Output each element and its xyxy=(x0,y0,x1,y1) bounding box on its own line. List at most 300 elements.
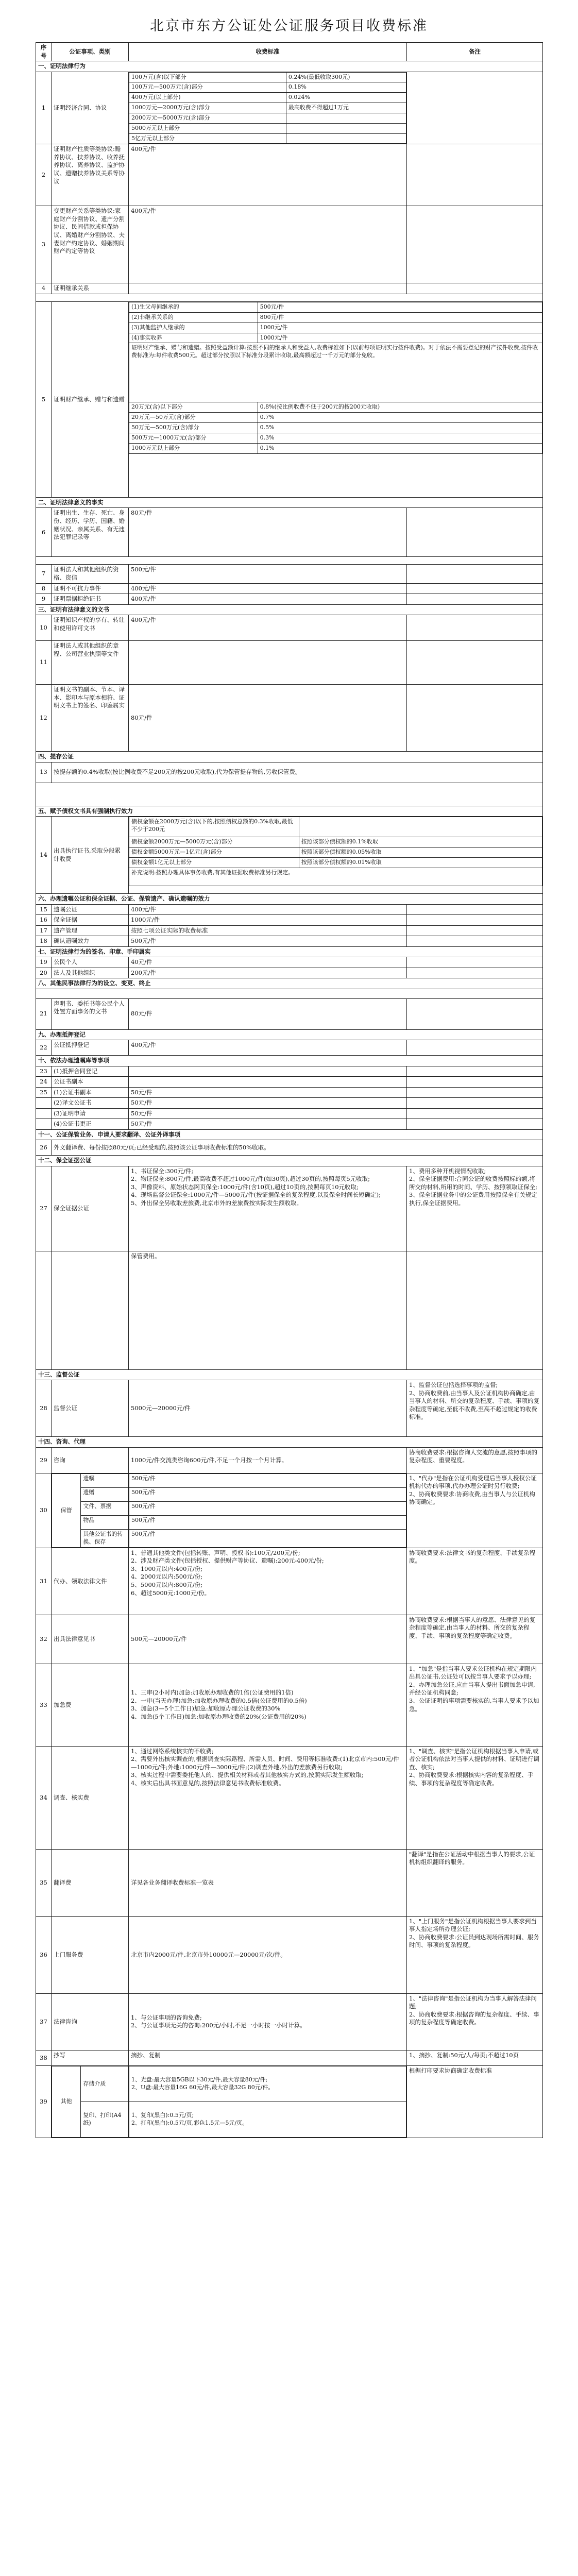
row-item: 证明文书的副本、节本、译本、影印本与原本相符、证明文书上的签名、印鉴属实 xyxy=(52,685,129,752)
row-no xyxy=(36,1119,52,1130)
row-no: 39 xyxy=(36,2065,52,2138)
row-no: 32 xyxy=(36,1615,52,1664)
section-title: 十、依法办理遗嘱库等事项 xyxy=(36,1056,543,1066)
row-fee: 1000元/件交流类咨询600元/件,不足一个月按一个月计算。 xyxy=(129,1447,407,1473)
sub-label: 复印、打印(A4纸) xyxy=(81,2102,128,2137)
row-note xyxy=(407,1066,543,1077)
row-note: 1、"调查、核实"是指公证机构根据当事人申请,或者公证机构依法对当事人提供的材料、证明进行调查、核实; 2、协商收费要求:根据核实内容的复杂程度、手续、事项的复杂程度等确定收费。 xyxy=(407,1746,543,1849)
row-no: 24 xyxy=(36,1077,52,1088)
row-item: 公证抵押登记 xyxy=(52,1040,129,1056)
header-item: 公证事项、类别 xyxy=(52,43,129,61)
row-no: 23 xyxy=(36,1066,52,1077)
row-fee xyxy=(129,641,407,685)
tier-range: 5000万元以上部分 xyxy=(129,123,286,133)
sub-label: 遗嘱 xyxy=(81,1473,128,1487)
row-fee xyxy=(129,283,407,294)
storage-item-subtable xyxy=(52,1473,129,1548)
row-item: 其他 xyxy=(52,2066,81,2137)
row-item: 变更财产关系等类协议:家庭财产分割协议、遗产分割协议、民间借款或担保协议、离婚财产分割协议、夫妻财产约定协议、婚姻期间财产约定等协议 xyxy=(52,206,129,283)
row-no: 11 xyxy=(36,641,52,685)
table-row xyxy=(36,615,543,641)
table-header-row xyxy=(36,43,543,61)
row-note xyxy=(407,641,543,685)
row-item: 保全证据公证 xyxy=(52,1166,129,1251)
section-row xyxy=(36,978,543,989)
row-item: 公证书副本 xyxy=(52,1077,129,1088)
row-note xyxy=(407,283,543,294)
row-item: 证明知识产权的享有、转让和使用许可文书 xyxy=(52,615,129,641)
row-note xyxy=(407,1040,543,1056)
tier-range: 债权金额2000万元—5000万元(含)部分 xyxy=(129,837,299,848)
row-note xyxy=(407,1077,543,1088)
row-item: (1)抵押合同登记 xyxy=(52,1066,129,1077)
table-row xyxy=(36,1746,543,1849)
row-fee: 40元/件 xyxy=(129,957,407,968)
row-note: 1、费用多种开机视情况收取; 2、保全证据费用:合同公证的收费按照标的额,将所交的材料,所用的时间、学历、按照领取证保全; 3、保全证据业务中的公证费用按照保全有关规定执行,保全证据费用。 xyxy=(407,1166,543,1251)
sub-label: (3)其他监护人继承的 xyxy=(129,323,258,333)
row-no: 2 xyxy=(36,144,52,206)
row-note xyxy=(407,1251,543,1369)
table-row xyxy=(36,565,543,583)
table-row xyxy=(36,1615,543,1664)
row-note xyxy=(407,1098,543,1109)
section-row xyxy=(36,1129,543,1140)
table-row xyxy=(36,1993,543,2050)
tier-rate: 0.1% xyxy=(258,443,542,453)
tier-rate: 0.5% xyxy=(258,423,542,433)
tier-rate: 按照该部分债权额的0.1%收取 xyxy=(299,837,542,848)
row-item: 证明财产继承、赠与和遗赠 xyxy=(52,301,129,497)
table-row xyxy=(36,1140,543,1156)
row-note xyxy=(407,685,543,752)
row-no: 19 xyxy=(36,957,52,968)
tier-rate: 0.8%(按比例收费不低于200元的按200元收取) xyxy=(258,402,542,413)
spacer-row xyxy=(36,294,543,301)
tier-range: 500万元—1000万元(含)部分 xyxy=(129,433,258,443)
sub-fee: 1000元/件 xyxy=(258,323,542,333)
tier-range: 5亿万元以上部分 xyxy=(129,133,286,144)
row-no: 15 xyxy=(36,904,52,915)
section-title: 九、办理抵押登记 xyxy=(36,1029,543,1040)
tier-rate xyxy=(286,133,406,144)
spacer-row xyxy=(36,989,543,998)
row-no: 33 xyxy=(36,1664,52,1746)
row-item: 确认遗嘱效力 xyxy=(52,936,129,947)
row-fee: 500元—20000元/件 xyxy=(129,1615,407,1664)
table-row xyxy=(36,1098,543,1109)
section-title: 五、赋予债权文书具有强制执行效力 xyxy=(36,806,543,817)
section-title: 十二、保全证据公证 xyxy=(36,1156,543,1166)
table-row xyxy=(36,762,543,783)
table-row xyxy=(36,904,543,915)
row-item xyxy=(52,1251,129,1369)
tier-rate xyxy=(286,123,406,133)
row-no: 20 xyxy=(36,968,52,978)
table-row xyxy=(36,2050,543,2065)
section-title: 四、提存公证 xyxy=(36,752,543,762)
sub-label: 存储介质 xyxy=(81,2066,128,2102)
row-note xyxy=(407,968,543,978)
row-fee: 50元/件 xyxy=(129,1108,407,1119)
row-fee: 详见各业务翻译收费标准一览表 xyxy=(129,1849,407,1916)
row-item: (2)译文公证书 xyxy=(52,1098,129,1109)
row-note xyxy=(407,957,543,968)
enforcement-extra: 补充说明:按照办理具体事务收费,有其他证据收费标准另行规定。 xyxy=(129,868,542,886)
row-no: 5 xyxy=(36,301,52,497)
tier-rate xyxy=(299,817,542,837)
row-item: 代办、领取法律文件 xyxy=(52,1548,129,1615)
table-row xyxy=(36,206,543,283)
row-note: 1、"法律咨询"是指公证机构为当事人解答法律问题; 2、协商收费要求:根据咨询的复杂程度、手续、事项的复杂程度等确定收费。 xyxy=(407,1993,543,2050)
table-row xyxy=(36,1473,543,1548)
row-note: 1、"代办"是指在公证机构受理后当事人授权公证机构代办的事项,代办办理公证时另行收费; 2、协商收费要求:协商收费,由当事人与公证机构协商确定。 xyxy=(407,1473,543,1548)
row-fee: 1、与公证事项的咨询免费; 2、与公证事项无关的咨询:200元/小时,不足一小时按一小时计算。 xyxy=(129,1993,407,2050)
row-fee: 80元/件 xyxy=(129,508,407,557)
row-no: 17 xyxy=(36,925,52,936)
row-item: 证明法人或其他组织的章程、公司营业执照等文件 xyxy=(52,641,129,685)
row-note: 协商收费要求:法律文书的复杂程度、手续复杂程度。 xyxy=(407,1548,543,1615)
row-fee: 400元/件 xyxy=(129,904,407,915)
row-fee: 1、通过网络系统核实的不收费; 2、需要外出核实调查的,根据调查实际路程、所需人员、时间、费用等标准收费:(1)北京市内:500元/件—1000元/件;外地:1000元/件—3000元/件;(2)调查外地,外出的差旅费另行收取; 3、核实过程中需要委托他人的、提供相关材料或者其他核实方式的,按照实际发生额收取; 4、核实后出具书面意见的,按照法律意见书收费标准收费。 xyxy=(129,1746,407,1849)
section-title: 二、证明法律意义的事实 xyxy=(36,497,543,508)
row-item: (4)公证书更正 xyxy=(52,1119,129,1130)
tier-rate: 0.18% xyxy=(286,82,406,93)
row-no: 10 xyxy=(36,615,52,641)
row-note: 根据打印要求协商确定收费标准 xyxy=(407,2065,543,2138)
spacer-row xyxy=(36,783,543,806)
section-title: 七、证明法律行为的签名、印章、手印属实 xyxy=(36,946,543,957)
tier-range: 400万元(以上部分) xyxy=(129,93,286,103)
table-row xyxy=(36,283,543,294)
table-row xyxy=(36,72,543,144)
row-item: 证明继承关系 xyxy=(52,283,129,294)
table-row xyxy=(36,817,543,894)
row-no: 30 xyxy=(36,1473,52,1548)
row-no: 31 xyxy=(36,1548,52,1615)
row-item: 保全证据 xyxy=(52,915,129,926)
sub-label: 文件、票据 xyxy=(81,1501,128,1515)
table-row xyxy=(36,1447,543,1473)
sub-fee: 500元/件 xyxy=(129,1473,406,1487)
row-item: (1)公证书副本 xyxy=(52,1087,129,1098)
row-fee: 按提存额的0.4%收取(按比例收费不足200元的按200元收取),代为保管提存物的,另收保管费。 xyxy=(52,762,543,783)
row-note: 1、"上门服务"是指公证机构根据当事人要求到当事人指定场所办理公证; 2、协商收费要求:公证员到达现场所需时间、服务时间、事项的复杂程度。 xyxy=(407,1916,543,1993)
row-fee: 80元/件 xyxy=(129,998,407,1029)
row-item: 证明出生、生存、死亡、身份、经历、学历、国籍、婚姻状况、亲属关系、有无违法犯罪记录等 xyxy=(52,508,129,557)
row-fee: 80元/件 xyxy=(129,685,407,752)
section-title: 三、证明有法律意义的文书 xyxy=(36,604,543,615)
row-note xyxy=(407,1119,543,1130)
section-row xyxy=(36,1369,543,1380)
row-item: 加急费 xyxy=(52,1664,129,1746)
row-no: 18 xyxy=(36,936,52,947)
section-row xyxy=(36,894,543,905)
row-no: 4 xyxy=(36,283,52,294)
row-item: 监督公证 xyxy=(52,1380,129,1437)
tier-rate: 0.024% xyxy=(286,93,406,103)
row-fee: 400元/件 xyxy=(129,144,407,206)
row-note: 1、摘抄、复制:50元/人/每页;不超过10页 xyxy=(407,2050,543,2065)
tier-range: 2000万元—5000万元(含)部分 xyxy=(129,113,286,123)
sub-fee: 500元/件 xyxy=(129,1529,406,1547)
fee-table xyxy=(36,42,543,2138)
row-fee: 400元/件 xyxy=(129,594,407,605)
table-row xyxy=(36,1040,543,1056)
row-note xyxy=(407,925,543,936)
row-item: 调查、核实费 xyxy=(52,1746,129,1849)
section-row xyxy=(36,1029,543,1040)
table-row xyxy=(36,583,543,594)
row-item: 证明票据拒绝证书 xyxy=(52,594,129,605)
row-item: 证明经济合同、协议 xyxy=(52,72,129,144)
row-fee: 500元/件 xyxy=(129,565,407,583)
section-row xyxy=(36,604,543,615)
section-row xyxy=(36,1437,543,1448)
table-row xyxy=(36,144,543,206)
section-row xyxy=(36,497,543,508)
row-note xyxy=(407,594,543,605)
tier-range: 50万元—500万元(含)部分 xyxy=(129,423,258,433)
table-row xyxy=(36,1664,543,1746)
row-no xyxy=(36,1251,52,1369)
row-note xyxy=(407,565,543,583)
row-no: 34 xyxy=(36,1746,52,1849)
row-item: 声明书、委托书等公民个人处置方面事务的文书 xyxy=(52,998,129,1029)
table-row xyxy=(36,1119,543,1130)
row-no: 22 xyxy=(36,1040,52,1056)
tier-subtable xyxy=(129,72,407,144)
sub-fee: 800元/件 xyxy=(258,312,542,323)
table-row xyxy=(36,685,543,752)
table-row xyxy=(36,1916,543,1993)
sub-label: (2)非继承关系的 xyxy=(129,312,258,323)
row-fee: 50元/件 xyxy=(129,1119,407,1130)
row-item: 上门服务费 xyxy=(52,1916,129,1993)
row-no: 8 xyxy=(36,583,52,594)
row-note xyxy=(407,508,543,557)
row-no: 26 xyxy=(36,1140,52,1156)
row-note xyxy=(407,583,543,594)
row-fee: 1、普通其他类文件(包括转账、声明、授权书):100元/200元/份; 2、涉及财产类文件(包括授权、提供财产等协议、遗嘱):200元-400元/份; 3、1000元以内:400元/份; 4、2000元以内:500元/份; 5、5000元以内:800元/份; 6、超过5000元:1000元/份。 xyxy=(129,1548,407,1615)
row-note xyxy=(407,206,543,283)
table-row xyxy=(36,1548,543,1615)
sub-label: 其他公证书的转换、保存 xyxy=(81,1529,128,1547)
sub-label: (1)生父母间继承的 xyxy=(129,302,258,312)
row-item: 遗产管理 xyxy=(52,925,129,936)
row-fee xyxy=(129,1066,407,1077)
spacer-row xyxy=(36,557,543,565)
row-note xyxy=(407,904,543,915)
tier-range: 1000万元—2000万元(含)部分 xyxy=(129,103,286,113)
row-fee: 50元/件 xyxy=(129,1087,407,1098)
section-title: 一、证明法律行为 xyxy=(36,61,543,72)
row-item: 咨询 xyxy=(52,1447,129,1473)
row-fee: 1、三审(2小时内)加急:加收原办理收费的1倍(公证费用的1倍) 2、一审(当天办理)加急:加收原办理收费的0.5倍(公证费用的0.5倍) 3、加急(3—5个工作日)加急:加收原办理公证收费的30% 4、加急(5个工作日)加急:加收原办理收费的20%(公证费用的20%) xyxy=(129,1664,407,1746)
tier-range: 100万元—500万元(含)部分 xyxy=(129,82,286,93)
row-fee: 200元/件 xyxy=(129,968,407,978)
row-fee: 5000元—20000元/件 xyxy=(129,1380,407,1437)
table-row xyxy=(36,925,543,936)
tier-rate: 最高收费不得超过1万元 xyxy=(286,103,406,113)
tier-range: 1000万元以上部分 xyxy=(129,443,258,453)
section-row xyxy=(36,61,543,72)
tier-rate: 0.3% xyxy=(258,433,542,443)
row-fee: 北京市内2000元/件,北京市外10000元—20000元/次/件。 xyxy=(129,1916,407,1993)
section-title: 十一、公证保管业务、申请人要求翻译、公证外译事项 xyxy=(36,1129,543,1140)
tier-range: 债权金额1亿元以上部分 xyxy=(129,857,299,868)
tier-rate: 按照该部分债权额的0.05%收取 xyxy=(299,847,542,857)
row-item: 法人及其他组织 xyxy=(52,968,129,978)
row-fee: 1000元/件 xyxy=(129,915,407,926)
row-item: 证明不可抗力事件 xyxy=(52,583,129,594)
table-row xyxy=(36,968,543,978)
row-note xyxy=(407,1108,543,1119)
other-fee-subtable xyxy=(129,2065,407,2138)
tier-range: 20万元(含)以下部分 xyxy=(129,402,258,413)
inheritance-description: 证明财产继承、赠与和遗赠。按照受益额计算:按照不同的继承人和受益人,收费标准如下(以前每项证明实行按件收费)。对于依法不需要登记的财产按件收费,按件收费标准为:每件收费500元。超过部分按照以下标准分段累计收取,最高额超过一千万元的部分免收。 xyxy=(129,343,542,402)
row-no xyxy=(36,1108,52,1119)
row-item: 抄写 xyxy=(52,2050,129,2065)
sub-label: 遗赠 xyxy=(81,1487,128,1501)
row-fee: 50元/件 xyxy=(129,1098,407,1109)
row-fee: 400元/件 xyxy=(129,206,407,283)
row-note xyxy=(407,144,543,206)
section-row xyxy=(36,752,543,762)
row-note xyxy=(407,72,543,144)
tier-rate: 0.24%(最低收取300元) xyxy=(286,72,406,82)
row-item: 翻译费 xyxy=(52,1849,129,1916)
row-fee: 按照七项公证实际的收费标准 xyxy=(129,925,407,936)
tier-range: 债权金额在2000万元(含)以下的,按照债权总额的0.3%收取,最低不少于200元 xyxy=(129,817,299,837)
enforcement-subtable xyxy=(129,817,543,894)
sub-fee: 1、光盘:最大容量5GB以下30元/件,最大容量80元/件; 2、U盘:最大容量16G 60元/件,最大容量32G 80元/件。 xyxy=(129,2066,406,2102)
table-row xyxy=(36,2065,543,2138)
tier-range: 100万元(含)以下部分 xyxy=(129,72,286,82)
table-row xyxy=(36,508,543,557)
row-no: 21 xyxy=(36,998,52,1029)
sub-fee: 500元/件 xyxy=(129,1487,406,1501)
sub-fee: 1000元/件 xyxy=(258,333,542,343)
row-no: 36 xyxy=(36,1916,52,1993)
row-no: 13 xyxy=(36,762,52,783)
sub-fee: 500元/件 xyxy=(129,1515,406,1529)
row-fee: 400元/件 xyxy=(129,583,407,594)
row-no: 6 xyxy=(36,508,52,557)
row-no: 3 xyxy=(36,206,52,283)
section-row xyxy=(36,1056,543,1066)
sub-label: (4)事实收养 xyxy=(129,333,258,343)
table-row xyxy=(36,301,543,497)
table-row xyxy=(36,1077,543,1088)
section-row xyxy=(36,946,543,957)
row-no: 29 xyxy=(36,1447,52,1473)
tier-range: 20万元—50万元(含)部分 xyxy=(129,413,258,423)
tier-rate xyxy=(286,113,406,123)
tier-rate: 0.7% xyxy=(258,413,542,423)
row-fee xyxy=(129,1077,407,1088)
row-note xyxy=(407,915,543,926)
row-item: 保管 xyxy=(52,1473,81,1547)
storage-fee-subtable xyxy=(129,1473,407,1548)
row-note xyxy=(407,615,543,641)
row-no: 37 xyxy=(36,1993,52,2050)
section-row xyxy=(36,806,543,817)
row-no: 38 xyxy=(36,2050,52,2065)
table-row xyxy=(36,1066,543,1077)
row-item: 公民个人 xyxy=(52,957,129,968)
table-row xyxy=(36,1108,543,1119)
row-item: 证明财产性质等类协议:赡养协议、扶养协议、收养抚养协议、离养协议、监护协议、遗赠扶养协议关系等协议 xyxy=(52,144,129,206)
tier-rate: 按照该部分债权额的0.01%收取 xyxy=(299,857,542,868)
table-row xyxy=(36,641,543,685)
table-row xyxy=(36,1849,543,1916)
inheritance-subtable xyxy=(129,301,543,497)
row-item: 出具执行证书,采取分段累计收费 xyxy=(52,817,129,894)
row-no: 25 xyxy=(36,1087,52,1098)
document-title: 北京市东方公证处公证服务项目收费标准 xyxy=(150,18,428,34)
row-no: 1 xyxy=(36,72,52,144)
row-item: 遗嘱公证 xyxy=(52,904,129,915)
header-no: 序号 xyxy=(36,43,52,61)
sub-fee: 1、复印(黑白):0.5元/页; 2、打印(黑白):0.5元/页,彩色1.5元—5元/页。 xyxy=(129,2102,406,2137)
row-no: 12 xyxy=(36,685,52,752)
row-note: "翻译"是指在公证活动中根据当事人的要求,公证机构组织翻译的服务。 xyxy=(407,1849,543,1916)
row-no xyxy=(36,1098,52,1109)
row-fee: 1、书证保全:300元/件; 2、物证保全:800元/件,最高收费不超过1000元/件(如30页),超过30页的,按照每页5元收取; 3、声像资料、原始状态网页保全:1000元/件(含10页),超过10页的,按照每页10元收取; 4、现场监督公证保全:1000元/件—5000元/件(按证据保全的复杂程度,以及保全时间长短确定); 5、外出保全另收取差旅费,北京市外的差旅费按实际发生额收取。 xyxy=(129,1166,407,1251)
header-note: 备注 xyxy=(407,43,543,61)
row-fee: 外文翻译费、每份按照80元/页;已经受理的,按照该公证事项收费标准的50%收取。 xyxy=(52,1140,543,1156)
row-note xyxy=(407,1087,543,1098)
row-note: 协商收费要求:根据咨询人交流的意愿,按照事项的复杂程度、重要程度。 xyxy=(407,1447,543,1473)
row-note: 协商收费要求:根据当事人的意愿、法律意见的复杂程度等确定,由当事人的材料、所交的复杂程度、手续、事项的复杂程度等确定收费。 xyxy=(407,1615,543,1664)
row-item: 证明法人和其他组织的资格、资信 xyxy=(52,565,129,583)
tier-range: 债权金额5000万元—1亿元(含)部分 xyxy=(129,847,299,857)
section-title: 八、其他民事法律行为的设立、变更、终止 xyxy=(36,978,543,989)
row-item: 出具法律意见书 xyxy=(52,1615,129,1664)
row-note: 1、"加急"是指当事人要求公证机构在规定期限内出具公证书,公证处可以按当事人要求予以办理; 2、办理加急公证,应由当事人提出书面加急申请,并经公证机构同意; 3、公证证明的事项需要核实的,当事人要求予以加急。 xyxy=(407,1664,543,1746)
row-item: (3)证明申请 xyxy=(52,1108,129,1119)
sub-label: 物品 xyxy=(81,1515,128,1529)
section-row xyxy=(36,1156,543,1166)
row-fee: 保管费用。 xyxy=(129,1251,407,1369)
section-title: 十三、监督公证 xyxy=(36,1369,543,1380)
row-no: 14 xyxy=(36,817,52,894)
header-fee: 收费标准 xyxy=(129,43,407,61)
section-title: 六、办理遗嘱公证和保全证据、公证、保管遗产、确认遗嘱的效力 xyxy=(36,894,543,905)
sub-fee: 500元/件 xyxy=(129,1501,406,1515)
section-title: 十四、咨询、代理 xyxy=(36,1437,543,1448)
table-row xyxy=(36,915,543,926)
sub-fee: 500元/件 xyxy=(258,302,542,312)
other-item-subtable xyxy=(52,2065,129,2138)
table-row xyxy=(36,1380,543,1437)
table-row xyxy=(36,1087,543,1098)
row-fee: 400元/件 xyxy=(129,615,407,641)
table-row xyxy=(36,957,543,968)
row-note xyxy=(407,936,543,947)
row-no: 9 xyxy=(36,594,52,605)
row-fee: 500元/件 xyxy=(129,936,407,947)
table-row xyxy=(36,594,543,605)
table-row xyxy=(36,998,543,1029)
row-fee: 400元/件 xyxy=(129,1040,407,1056)
table-row xyxy=(36,1251,543,1369)
row-no: 7 xyxy=(36,565,52,583)
row-note xyxy=(407,998,543,1029)
table-row xyxy=(36,936,543,947)
table-row xyxy=(36,1166,543,1251)
row-no: 35 xyxy=(36,1849,52,1916)
